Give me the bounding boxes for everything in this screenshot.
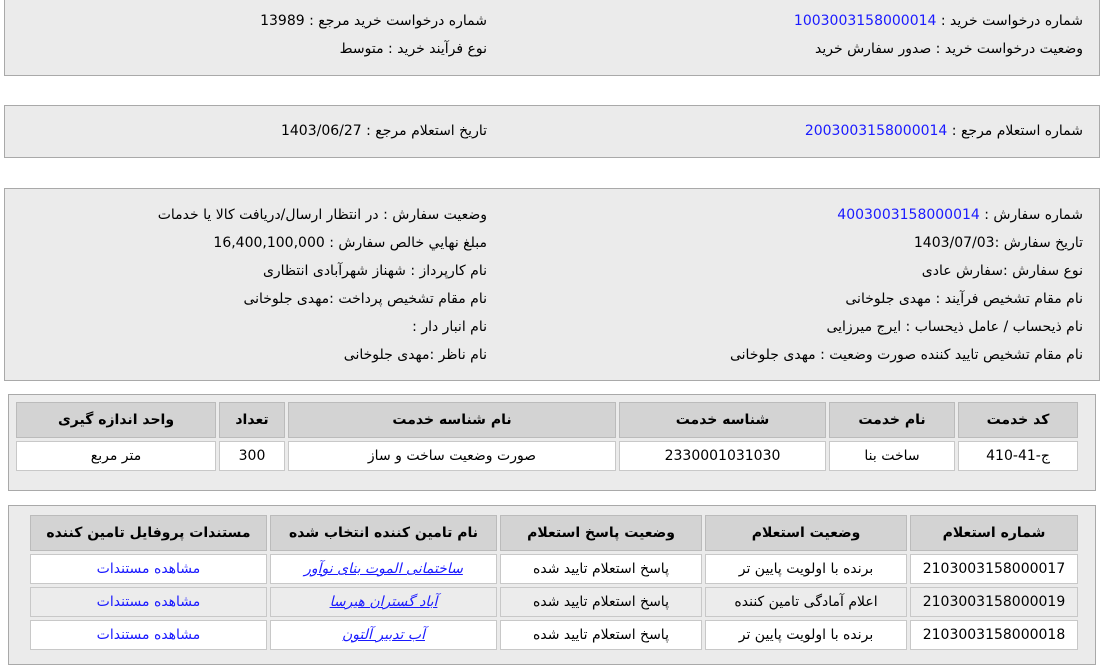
inquiry-status: برنده با اولویت پایین تر <box>705 554 907 584</box>
inquiry-ref-number <box>563 117 1083 145</box>
services-table-panel <box>8 394 1096 491</box>
order-supervisor: نام ناظر :مهدی جلوخانی <box>343 347 487 363</box>
view-documents-link[interactable]: مشاهده مستندات <box>96 561 201 577</box>
order-row-6 <box>5 341 1099 369</box>
inquiry-supplier <box>270 620 497 650</box>
request-process-value: متوسط <box>339 41 384 57</box>
order-payment-authority: نام مقام تشخیص پرداخت :مهدی جلوخانی <box>243 291 487 307</box>
inquiry-status: اعلام آمادگی تامین کننده <box>705 587 907 617</box>
inquiry-docs <box>30 587 267 617</box>
request-status <box>563 35 1083 63</box>
inquiries-table <box>27 512 1081 653</box>
inquiries-col-status: وضعیت استعلام <box>705 515 907 551</box>
inquiry-supplier <box>270 587 497 617</box>
order-row-4 <box>5 285 1099 313</box>
order-row-5 <box>5 313 1099 341</box>
services-col-unit: واحد اندازه گیری <box>16 402 216 438</box>
services-table <box>13 399 1081 474</box>
order-type: نوع سفارش :سفارش عادی <box>921 263 1083 279</box>
inquiry-docs <box>30 554 267 584</box>
inquiries-col-response: وضعیت پاسخ استعلام <box>500 515 702 551</box>
inquiries-table-panel <box>8 505 1096 665</box>
order-number-link[interactable]: 4003003158000014 <box>837 207 980 223</box>
inquiry-number: 2103003158000017 <box>910 554 1078 584</box>
inquiry-response: پاسخ استعلام تایید شده <box>500 587 702 617</box>
order-row-1 <box>5 201 1099 229</box>
order-date: تاریخ سفارش :1403/07/03 <box>913 235 1083 251</box>
supplier-link[interactable]: آباد گستران هیرسا <box>329 594 438 610</box>
order-agent: نام کارپرداز : شهناز شهرآبادی انتظاری <box>262 263 487 279</box>
request-row-2 <box>5 35 1099 63</box>
table-row <box>30 620 1078 650</box>
order-row-2 <box>5 229 1099 257</box>
inquiry-supplier <box>270 554 497 584</box>
request-number-label: شماره درخواست خرید : <box>936 13 1083 29</box>
request-number-link[interactable]: 1003003158000014 <box>793 13 937 29</box>
inquiry-ref-number-link[interactable]: 2003003158000014 <box>804 123 948 139</box>
order-amount: مبلغ نهايي خالص سفارش : 16,400,100,000 <box>213 235 487 251</box>
services-col-id-name: نام شناسه خدمت <box>288 402 616 438</box>
inquiry-panel <box>4 105 1100 158</box>
table-row <box>16 441 1078 471</box>
order-process-authority: نام مقام تشخیص فرآیند : مهدی جلوخانی <box>845 291 1083 307</box>
order-accountant: نام ذیحساب / عامل ذیحساب : ایرج میرزایی <box>826 319 1083 335</box>
request-process-label: نوع فرآیند خرید : <box>383 41 487 57</box>
service-id: 2330001031030 <box>619 441 826 471</box>
order-warehouse: نام انبار دار : <box>412 319 487 335</box>
request-ref-value: 13989 <box>260 13 305 29</box>
services-col-id: شناسه خدمت <box>619 402 826 438</box>
request-ref <box>17 7 487 35</box>
supplier-link[interactable]: آب تدبیر آلتون <box>342 627 425 643</box>
inquiry-row <box>5 117 1099 145</box>
request-status-label: وضعیت درخواست خرید : <box>931 41 1083 57</box>
request-process <box>17 35 487 63</box>
inquiries-header-row <box>30 515 1078 551</box>
inquiry-ref-date-label: تاریخ استعلام مرجع : <box>361 123 487 139</box>
order-number-label: شماره سفارش : <box>979 207 1083 223</box>
request-ref-label: شماره درخواست خرید مرجع : <box>304 13 487 29</box>
order-panel <box>4 188 1100 381</box>
table-row <box>30 587 1078 617</box>
inquiry-number: 2103003158000018 <box>910 620 1078 650</box>
request-panel <box>4 0 1100 76</box>
view-documents-link[interactable]: مشاهده مستندات <box>96 627 201 643</box>
service-name: ساخت بنا <box>829 441 955 471</box>
service-unit: متر مربع <box>16 441 216 471</box>
inquiry-ref-date <box>17 117 487 145</box>
inquiry-ref-number-label: شماره استعلام مرجع : <box>947 123 1083 139</box>
request-row-1 <box>5 7 1099 35</box>
inquiry-response: پاسخ استعلام تایید شده <box>500 554 702 584</box>
order-status: وضعیت سفارش : در انتظار ارسال/دریافت کالا یا خدمات <box>157 207 487 223</box>
order-row-3 <box>5 257 1099 285</box>
supplier-link[interactable]: ساختمانی الموت بنای نوآور <box>304 561 463 577</box>
table-row <box>30 554 1078 584</box>
inquiry-status: برنده با اولویت پایین تر <box>705 620 907 650</box>
order-approver: نام مقام تشخیص تایید کننده صورت وضعیت : مهدی جلوخانی <box>729 347 1083 363</box>
order-number <box>563 201 1083 229</box>
inquiry-ref-date-value: 1403/06/27 <box>280 123 362 139</box>
inquiry-response: پاسخ استعلام تایید شده <box>500 620 702 650</box>
inquiry-number: 2103003158000019 <box>910 587 1078 617</box>
inquiries-col-docs: مستندات پروفایل تامین کننده <box>30 515 267 551</box>
inquiries-col-number: شماره استعلام <box>910 515 1078 551</box>
request-number <box>563 7 1083 35</box>
services-col-name: نام خدمت <box>829 402 955 438</box>
service-id-name: صورت وضعیت ساخت و ساز <box>288 441 616 471</box>
request-status-value: صدور سفارش خرید <box>815 41 932 57</box>
service-code: ج-41-410 <box>958 441 1078 471</box>
inquiry-docs <box>30 620 267 650</box>
services-header-row <box>16 402 1078 438</box>
services-col-qty: تعداد <box>219 402 285 438</box>
services-col-code: کد خدمت <box>958 402 1078 438</box>
view-documents-link[interactable]: مشاهده مستندات <box>96 594 201 610</box>
service-qty: 300 <box>219 441 285 471</box>
inquiries-col-supplier: نام تامین کننده انتخاب شده <box>270 515 497 551</box>
